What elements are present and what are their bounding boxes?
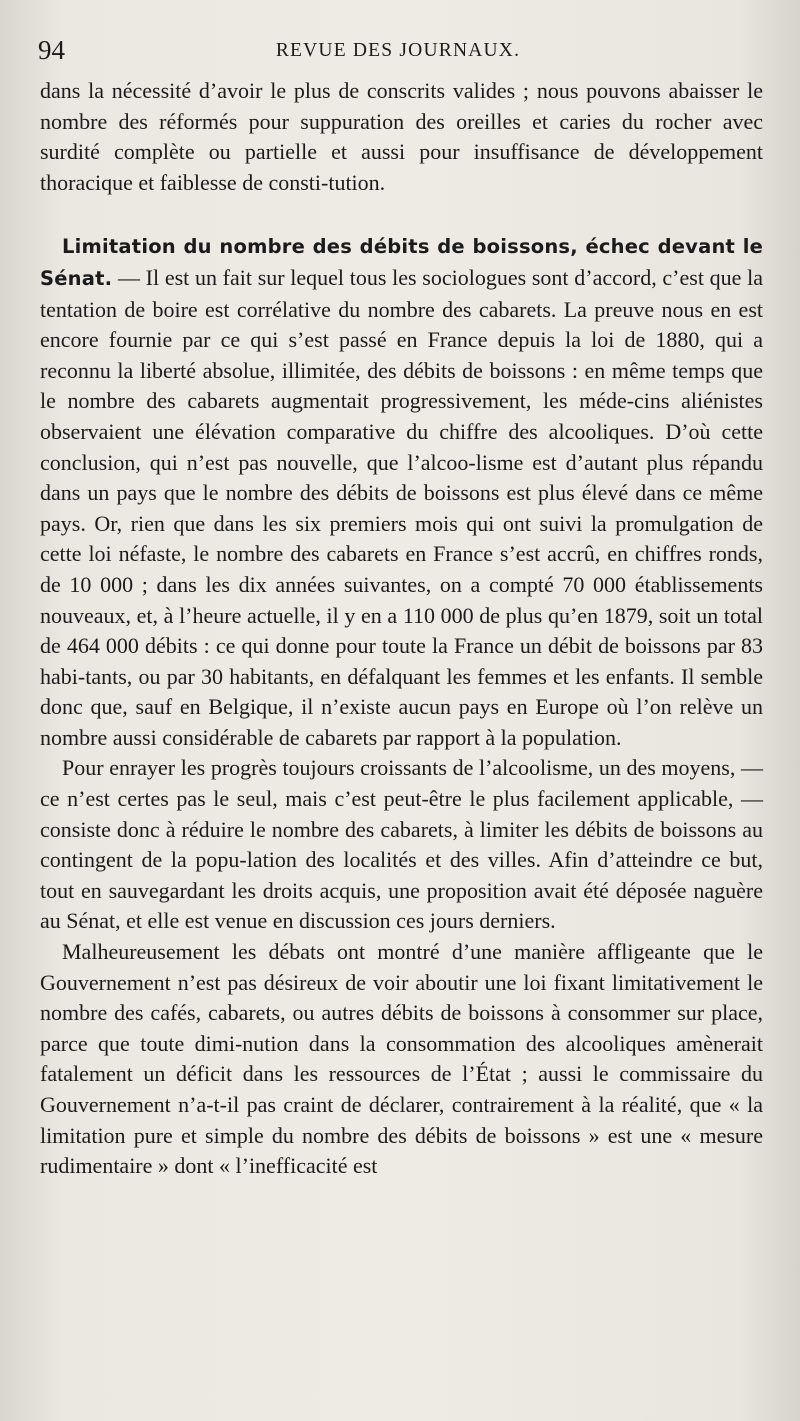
section-heading: Limitation du nombre des débits de boissons, échec devant le Sénat. bbox=[40, 235, 763, 290]
paragraph-2 bbox=[40, 231, 763, 753]
page-header bbox=[38, 34, 758, 66]
paragraph-2-text: — Il est un fait sur lequel tous les sociologues sont d’accord, c’est que la tentation de boire est corrélative du nombre des cabarets. La preuve nous en est encore fournie par ce qui s’est passé en France depuis la loi de 1880, qui a reconnu la liberté absolue, illimitée, des débits de boissons : en même temps que le nombre des cabarets augmentait progressivement, les méde-cins aliénistes observaient une élévation comparative du chiffre des alcooliques. D’où cette conclusion, qui n’est pas nouvelle, que l’alcoo-lisme est d’autant plus répandu dans un pays que le nombre des débits de boissons est plus élevé dans ce même pays. Or, rien que dans les six premiers mois qui ont suivi la promulgation de cette loi néfaste, le nombre des cabarets en France s’est accrû, en chiffres ronds, de 10 000 ; dans les dix années suivantes, on a compté 70 000 établissements nouveaux, et, à l’heure actuelle, il y en a 110 000 de plus qu’en 1879, soit un total de 464 000 débits : ce qui donne pour toute la France un débit de boissons par 83 habi-tants, ou par 30 habitants, en défalquant les femmes et les enfants. Il semble donc que, sauf en Belgique, il n’existe aucun pays en Europe où l’on relève un nombre aussi considérable de cabarets par rapport à la population. bbox=[40, 264, 763, 750]
paragraph-4: Malheureusement les débats ont montré d’une manière affligeante que le Gouvernement n’est pas désireux de voir aboutir une loi fixant limitativement le nombre des cafés, cabarets, ou autres débits de boissons à consommer sur place, parce que toute dimi-nution dans la consommation des alcooliques amènerait fatalement un déficit dans les ressources de l’État ; aussi le commissaire du Gouvernement n’a-t-il pas craint de déclarer, contrairement à la réalité, que « la limitation pure et simple du nombre des débits de boissons » est une « mesure rudimentaire » dont « l’inefficacité est bbox=[40, 939, 763, 1179]
article-body bbox=[40, 76, 763, 1182]
page-number: 94 bbox=[38, 35, 65, 65]
paragraph-1: dans la nécessité d’avoir le plus de conscrits valides ; nous pouvons abaisser le nombre des réformés pour suppuration des oreilles et caries du rocher avec surdité complète ou partielle et aussi pour insuffisance de développement thoracique et faiblesse de consti-tution. bbox=[40, 78, 763, 195]
section-spacer bbox=[40, 198, 763, 231]
paragraph-3: Pour enrayer les progrès toujours croissants de l’alcoolisme, un des moyens, — ce n’est certes pas le seul, mais c’est peut-être le plus facilement applicable, — consiste donc à réduire le nombre des cabarets, à limiter les débits de boissons au contingent de la popu-lation des localités et des villes. Afin d’atteindre ce but, tout en sauvegardant les droits acquis, une proposition avait été déposée naguère au Sénat, et elle est venue en discussion ces jours derniers. bbox=[40, 755, 763, 934]
running-title: REVUE DES JOURNAUX. bbox=[275, 40, 521, 61]
